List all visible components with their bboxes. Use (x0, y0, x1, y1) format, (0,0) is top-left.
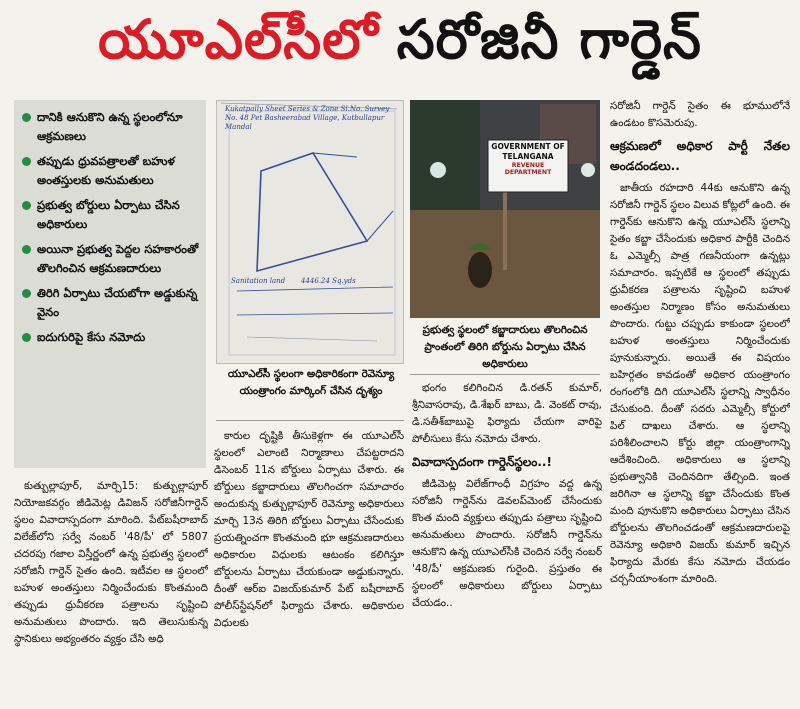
paragraph: కారుల దృష్టికి తీసుకెళ్లగా ఈ యూఎల్‌సీ స్థలంలో ఎలాంటి నిర్మాణాలు చేపట్టరాదని డిసెంబర్ 11న బోర్డులు ఏర్పాటు చేశారు. ఈ బోర్డులు కబ్జాదారులు తొలగించగా సమాచారం అందుకున్న కుత్బుల్లాపూర్ రెవెన్యూ అధికారులు మార్చి 13న తిరిగి బోర్డులు ఏర్పాటు చేసేందుకు ప్రయత్నించగా కొంతమంది భూ ఆక్రమణదారులు అధికారుల విధులకు ఆటంకం కలిగిస్తూ బోర్డులను ఏర్పాటు చేయకుండా అడ్డుకున్నారు. దీంతో ఆర్‌ఐ విజయ్‌కుమార్ పేట్ బషీరాబాద్ పోలీస్‌స్టేషన్‌లో ఫిర్యాదు చేశారు. అధికారుల విధులకు (214, 430, 404, 629)
paragraph: జీడిమెట్ల విలేజ్‌గాంధీ విగ్రహం వద్ద ఉన్న సరోజినీ గార్డెన్‌ను డెవలప్‌మెంట్ చేసేందుకు కొంత మంది వ్యక్తులు తప్పుడు పత్రాలు సృష్టించి అనుమతులు పొందారు. సరోజినీ గార్డెన్‌ను ఆనుకొని ఉన్న యూఎల్‌సీకి చెందిన సర్వే నంబర్ '48/పీ' ఆక్రమణకు గురైంది. ప్రస్తుతం ఈ స్థలంలో అధికారులు బోర్డులు ఏర్పాటు చేయడం.. (412, 478, 602, 609)
column-3-body (412, 380, 602, 704)
highlights-box (14, 100, 206, 468)
paragraph: జాతీయ రహదారి 44కు ఆనుకొని ఉన్న సరోజినీ గార్డెన్ స్థలం విలువ కోట్లలో ఉంది. ఈ గార్డెన్‌కు ఆనుకొని ఉన్న యూఎల్‌సీ స్థలాన్ని సైతం కబ్జా చేసేందుకు అధికార పార్టీకి చెందిన ఓ ఎమ్మెల్సీ పాత్ర గణనీయంగా ఉన్నట్లు సమాచారం. ఇప్పటికే ఆ స్థలంలో తప్పుడు ధ్రువీకరణ పత్రాలను సృష్టించి బహుళ అంతస్తుల నిర్మాణం కోసం అనుమతులు పొందారు. గుట్టు చప్పుడు కాకుండా స్థలంలో బహుళ అంతస్తులు నిర్మించేందుకు పూనుకున్నారు. అయితే ఈ విషయం బహిర్గతం కావడంతో అధికార యంత్రాంగం రంగంలోకి దిగి యూఎల్‌సీ స్థలాన్ని స్వాధీనం చేసుకుంది. దీంతో సదరు ఎమ్మెల్సీ కోర్టులో పిల్ దాఖలు చేశారు. ఆ స్థలాన్ని పరిశీలించాలని కోర్టు జిల్లా యంత్రాంగాన్ని ఆదేశించింది. అధికారులు ఆ స్థలాన్ని ప్రభుత్వానికి చెందినదిగా తేల్చింది. ఇంత జరిగినా ఆ స్థలాన్ని కబ్జా చేసేందుకు కొంత మంది పూనుకొని అధికారులు ఏర్పాటు చేసిన బోర్డులను తొలగించడంతో ఆక్రమణదారులపై రెవెన్యూ అధికారి విజయ్ కుమార్ ఇచ్చిన ఫిర్యాదు మేరకు కేసు నమోదు చేయడం చర్చనీయాంశంగా మారింది. (610, 182, 790, 585)
bullet-icon (22, 289, 31, 298)
photo1-caption: యూఎల్‌సీ స్థలంగా అధికారికంగా రెవెన్యూ యంత్రాంగం మార్కింగ్ చేసిన దృశ్యం (227, 368, 395, 397)
bullet-icon (22, 157, 31, 166)
paragraph: భంగం కలిగించిన డి.రతన్ కుమార్, శ్రీనివాసరావు, డి.శేఖర్ బాబు, డి. వెంకట్ రావు, డి.సతీశ్‌బాబుపై ఫిర్యాదు చేయగా వారిపై పోలీసులు కేసు నమోదు చేశారు. (412, 382, 602, 445)
highlight-item: ఐదుగురిపై కేసు నమోదు (22, 328, 200, 347)
paragraph: కుత్బుల్లాపూర్, మార్చి15: కుత్బుల్లాపూర్ నియోజకవర్గం జీడిమెట్ల డివిజన్ సరోజినీగార్డెన్ స్థలం వివాదాస్పదంగా మారింది. పేట్‌బషీరాబాద్ విలేజ్‌లోని సర్వే నంబర్ '48/పీ' లో 5807 చదరపు గజాల విస్తీర్ణంలో ఉన్న ప్రభుత్వ స్థలంలో సరోజినీ గార్డెన్ సైతం ఉంది. ఇటీవల ఆ స్థలంలో బహుళ అంతస్తులు నిర్మించేందుకు కొంతమంది తప్పుడు ధ్రువీకరణ పత్రాలను సృష్టించి అనుమతులు పొందారు. ఇది తెలుసుకున్న స్థానికులు అభ్యంతరం వ్యక్తం చేసి అధి (14, 480, 208, 645)
bullet-icon (22, 113, 31, 122)
photo2-caption: ప్రభుత్వ స్థలంలో కబ్జాదారులు తొలగించిన ప్రాంతంలో తిరిగి బోర్డును ఏర్పాటు చేసిన అధికారులు (422, 324, 588, 370)
headline-red: యూఎల్‌సీలో (98, 7, 379, 71)
highlight-item: అయినా ప్రభుత్వ పెద్దల సహకారంతో తొలగించిన ఆక్రమణదారులు (22, 240, 200, 278)
subhead-ruling-party: ఆక్రమణలో అధికార పార్టీ నేతల అండదండలు.. (610, 139, 790, 173)
column-2-body (214, 428, 404, 704)
highlight-item: తిరిగి ఏర్పాటు చేయబోగా అడ్డుకున్న వైనం (22, 284, 200, 322)
bullet-icon (22, 333, 31, 342)
board-line1: GOVERNMENT OF (491, 142, 565, 151)
revenue-board-photo (410, 100, 600, 318)
bullet-icon (22, 245, 31, 254)
board-scene (410, 100, 600, 318)
paragraph: సరోజినీ గార్డెన్ సైతం ఈ భూములోనే ఉండటం కొసమెరుపు. (610, 100, 790, 129)
highlight-item: తప్పుడు ధ్రువపత్రాలతో బహుళ అంతస్తులకు అనుమతులు (22, 152, 200, 190)
map-measure: 4446.24 Sq.yds (301, 277, 356, 285)
subhead-garden: వివాదాస్పదంగా గార్డెన్‌స్థలం..! (412, 455, 552, 469)
headline-dark: సరోజినీ గార్డెన్‌ (396, 7, 702, 71)
column-4-body (610, 98, 790, 704)
board-line3: REVENUE DEPARTMENT (504, 162, 552, 176)
column-1-body (14, 478, 208, 704)
highlight-item: దానికి ఆనుకొని ఉన్న స్థలంలోనూ ఆక్రమణలు (22, 108, 200, 146)
highlight-item: ప్రభుత్వ బోర్డులు ఏర్పాటు చేసిన అధికారులు (22, 196, 200, 234)
headline (0, 0, 800, 92)
board-line2: TELANGANA (502, 152, 554, 161)
bullet-icon (22, 201, 31, 210)
caption-rule (216, 420, 404, 421)
survey-map-drawing (217, 101, 403, 363)
map-heading: Kukatpally Sheet Series & Zone Sl.No. Survey No. 48 Pet Basheerabad Village, Kutbullapur Mandal (225, 105, 390, 131)
survey-map-photo (216, 100, 404, 364)
map-label: Sanitation land (231, 277, 286, 285)
caption-rule (410, 374, 600, 375)
